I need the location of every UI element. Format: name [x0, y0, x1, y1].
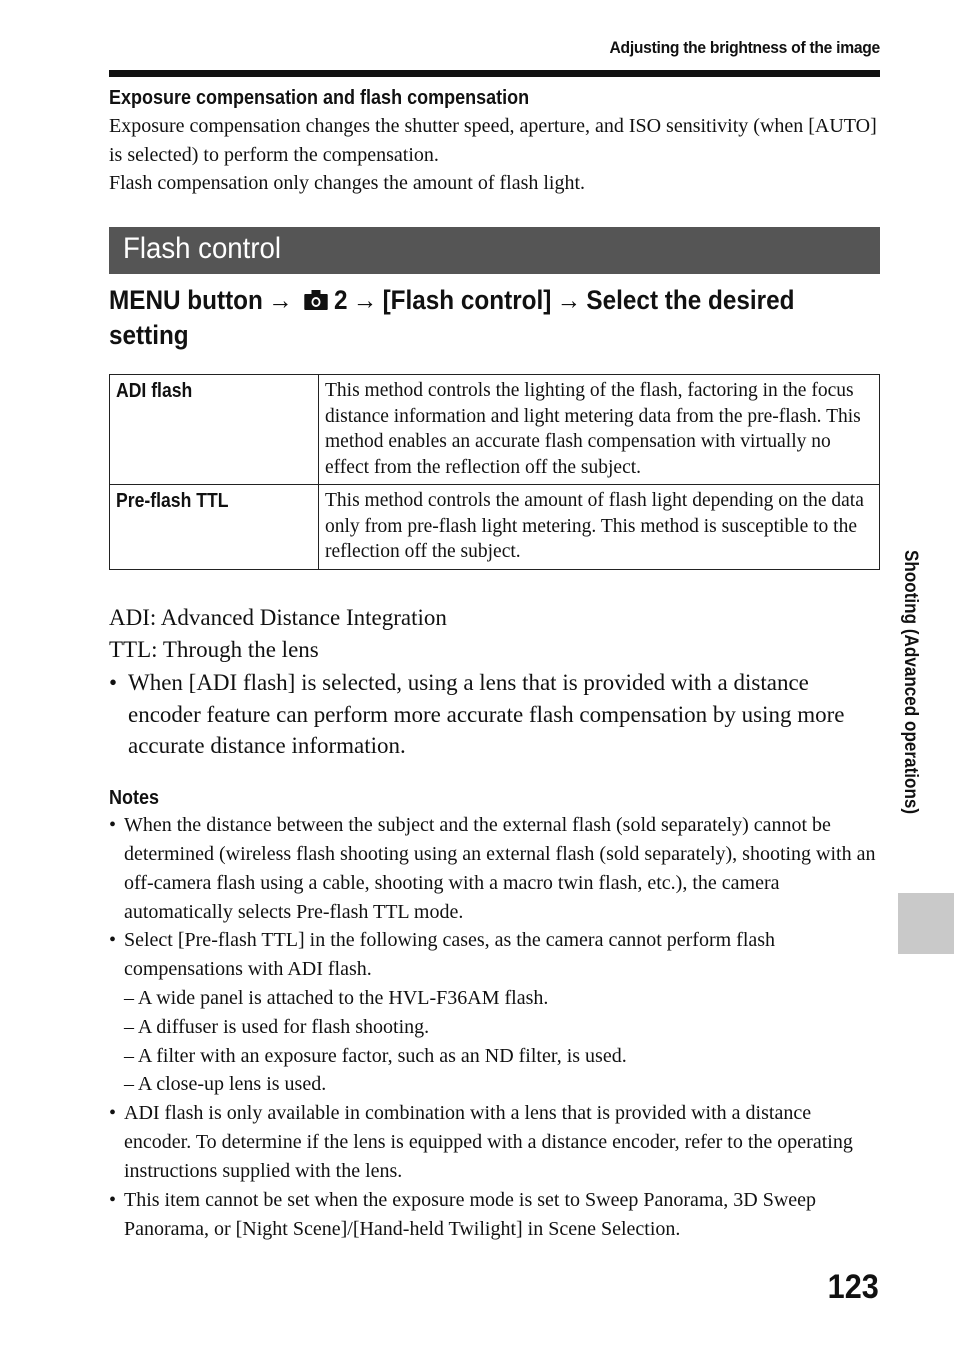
- header-rule: [109, 70, 880, 77]
- flash-control-title: Flash control: [123, 232, 282, 265]
- exposure-para-1: Exposure compensation changes the shutter speed, aperture, and ISO sensitivity (when [AUTO] is selected) to perform the compensation.: [109, 115, 877, 166]
- side-tab-label-wrap: [897, 550, 927, 875]
- option-term-cell: [110, 375, 319, 485]
- option-term-cell: [110, 485, 319, 570]
- arrow-icon: →: [352, 285, 378, 315]
- sub-list-item: – A diffuser is used for flash shooting.: [124, 1016, 430, 1038]
- bullet-mark: •: [109, 1102, 117, 1124]
- notes-title: Notes: [109, 787, 160, 809]
- option-term: ADI flash: [116, 380, 193, 402]
- abbr-ttl: TTL: Through the lens: [109, 637, 319, 662]
- bullet-mark: •: [109, 1189, 117, 1211]
- page-number: 123: [827, 1268, 879, 1306]
- running-header: Adjusting the brightness of the image: [609, 38, 880, 57]
- list-item: [109, 811, 879, 927]
- note-text: This item cannot be set when the exposure mode is set to Sweep Panorama, 3D Sweep Panorama, or [Night Scene]/[Hand-held Twilight] in Scene Selection.: [124, 1189, 817, 1240]
- option-description: This method controls the amount of flash light depending on the data only from pre-flash light metering. This method is susceptible to the reflection off the subject.: [319, 485, 880, 570]
- menu-path-item: [Flash control]: [382, 285, 552, 315]
- option-term: Pre-flash TTL: [116, 490, 229, 512]
- sub-list-item: – A close-up lens is used.: [124, 1073, 327, 1095]
- side-tab-marker: [898, 893, 954, 954]
- arrow-icon: →: [556, 285, 582, 315]
- bullet-mark: •: [109, 814, 117, 836]
- camera-icon: [303, 289, 328, 311]
- table-row: [110, 375, 880, 485]
- abbr-adi: ADI: Advanced Distance Integration: [109, 605, 447, 630]
- side-tab-label: Shooting (Advanced operations): [900, 550, 921, 815]
- sub-list-item: – A wide panel is attached to the HVL-F36AM flash.: [124, 987, 549, 1009]
- menu-path-action: Select the desired setting: [109, 285, 795, 350]
- note-text: Select [Pre-flash TTL] in the following cases, as the camera cannot perform flash compensations with ADI flash.: [124, 929, 776, 980]
- option-description: This method controls the lighting of the flash, factoring in the focus distance information and light metering data from the pre-flash. This method enables an accurate flash compensation with virtually no effect from the reflection off the subject.: [319, 375, 880, 485]
- note-text: ADI flash is only available in combination with a lens that is provided with a distance encoder. To determine if the lens is equipped with a distance encoder, refer to the operating instructions supplied with the lens.: [124, 1102, 853, 1182]
- table-row: [110, 485, 880, 570]
- list-item: [109, 926, 879, 984]
- menu-path-menu: MENU button: [109, 285, 263, 315]
- bullet-mark: •: [109, 670, 118, 695]
- arrow-icon: →: [268, 285, 293, 315]
- bullet-text: When [ADI flash] is selected, using a lens that is provided with a distance encoder feature can perform more accurate flash compensation by using more accurate distance information.: [128, 670, 845, 758]
- exposure-section-title: Exposure compensation and flash compensation: [109, 87, 530, 109]
- menu-path-tab-number: 2: [333, 285, 348, 315]
- flash-control-title-bar: [109, 227, 880, 274]
- bullet-mark: •: [109, 929, 117, 951]
- note-text: When the distance between the subject and the external flash (sold separately) cannot be determined (wireless flash shooting using an external flash (sold separately), shooting with an off-camera flash using a cable, shooting with a macro twin flash, etc.), the camera automatically selects Pre-flash TTL mode.: [124, 814, 876, 923]
- list-item: [109, 1099, 879, 1186]
- list-item: [109, 667, 884, 762]
- menu-path: [109, 283, 811, 353]
- sub-list-item: – A filter with an exposure factor, such as an ND filter, is used.: [124, 1045, 627, 1067]
- list-item: [109, 1186, 879, 1244]
- flash-options-table: [109, 374, 880, 570]
- exposure-para-2: Flash compensation only changes the amount of flash light.: [109, 172, 586, 194]
